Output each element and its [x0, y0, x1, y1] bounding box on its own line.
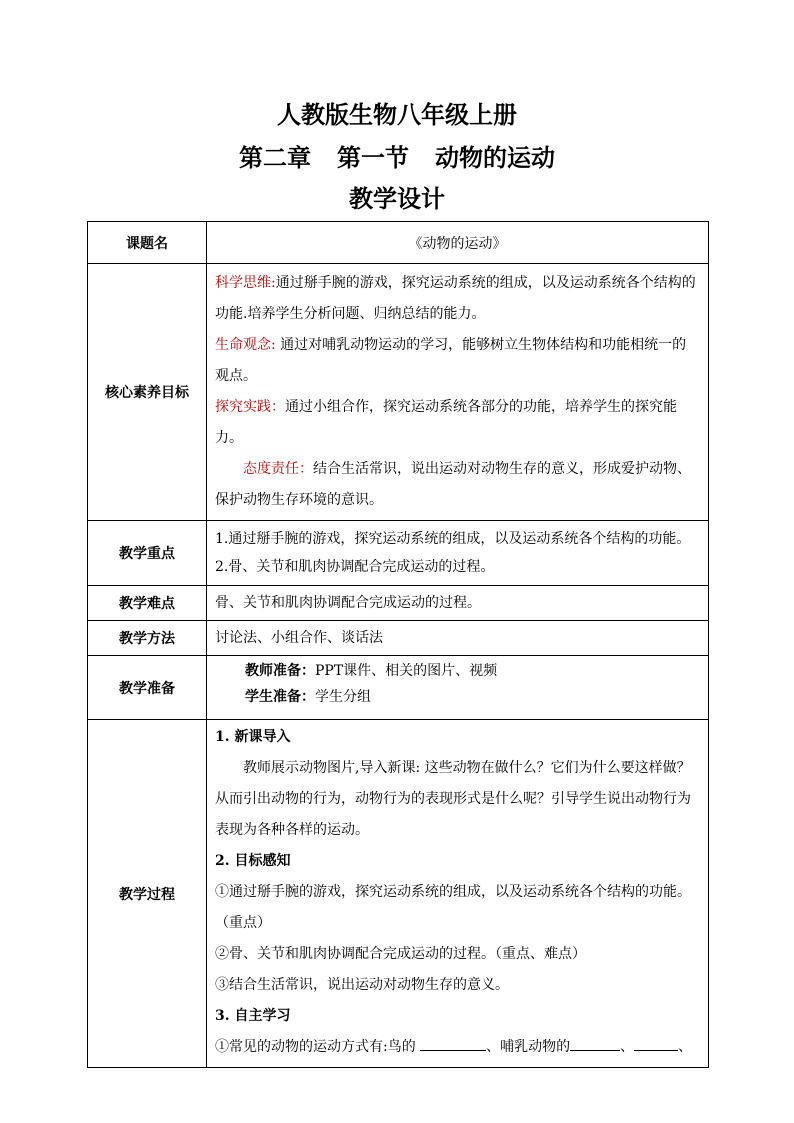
value-method: 讨论法、小组合作、谈话法	[207, 621, 709, 656]
label-process: 教学过程	[88, 720, 207, 1068]
section-number: 第一节	[337, 143, 409, 172]
row-prep	[88, 656, 709, 720]
chapter-number: 第二章	[239, 143, 311, 172]
label-core: 核心素养目标	[88, 264, 207, 521]
section-title: 2. 目标感知	[215, 853, 291, 869]
key-point-item: 2.骨、关节和肌肉协调配合完成运动的过程。	[215, 559, 495, 575]
goal-item: ②骨、关节和肌肉协调配合完成运动的过程。（重点、难点）	[215, 946, 586, 962]
answer-blank	[570, 1038, 620, 1051]
row-key-points	[88, 521, 709, 586]
answer-blank	[634, 1038, 678, 1051]
core-tag: 探究实践：	[215, 399, 285, 415]
row-process	[88, 720, 709, 1068]
question-text: 、	[678, 1039, 693, 1055]
lesson-plan-table	[87, 221, 709, 1068]
question-text: ①常见的动物的运动方式有:鸟的	[215, 1039, 416, 1055]
section-text: 教师展示动物图片,导入新课: 这些动物在做什么？它们为什么要这样做？从而引出动物的行为，动物行为的表现形式是什么呢？引导学生说出动物行为表现为各种各样的运动。	[215, 760, 691, 838]
label-difficulty: 教学难点	[88, 586, 207, 621]
student-prep-value: 学生分组	[315, 689, 371, 705]
question-text: 、	[620, 1039, 635, 1055]
fill-blank-question	[215, 1032, 700, 1063]
goal-item: ③结合生活常识，说出运动对动物生存的意义。	[215, 977, 509, 993]
chapter-title	[0, 143, 794, 173]
core-tag: 科学思维:	[215, 275, 276, 291]
doc-subtitle: 教学设计	[349, 184, 445, 213]
label-method: 教学方法	[88, 621, 207, 656]
teacher-prep-label: 教师准备：	[245, 663, 315, 679]
value-difficulty: 骨、关节和肌肉协调配合完成运动的过程。	[207, 586, 709, 621]
teacher-prep-value: PPT课件、相关的图片、视频	[315, 663, 498, 679]
core-tag: 生命观念:	[215, 337, 276, 353]
row-core	[88, 264, 709, 521]
doc-title: 人教版生物八年级上册	[277, 100, 517, 129]
core-item	[215, 392, 700, 454]
core-text: 通过对哺乳动物运动的学习，能够树立生物体结构和功能相统一的观点。	[215, 337, 687, 384]
lesson-name: 动物的运动	[435, 143, 555, 172]
label-topic: 课题名	[88, 222, 207, 264]
core-item	[215, 330, 700, 392]
row-topic	[88, 222, 709, 264]
core-text: 通过掰手腕的游戏，探究运动系统的组成，以及运动系统各个结构的功能.培养学生分析问题、归纳总结的能力。	[215, 275, 696, 322]
core-text: 通过小组合作，探究运动系统各部分的功能，培养学生的探究能力。	[215, 399, 677, 446]
row-difficulty	[88, 586, 709, 621]
section-title: 1. 新课导入	[215, 729, 291, 745]
process-content	[207, 720, 709, 1068]
answer-blank	[420, 1038, 486, 1051]
label-key-points: 教学重点	[88, 521, 207, 586]
prep-content	[207, 656, 709, 720]
student-prep-label: 学生准备：	[245, 689, 315, 705]
core-tag: 态度责任：	[243, 461, 313, 477]
value-topic: 《动物的运动》	[207, 222, 709, 264]
core-item	[215, 268, 700, 330]
question-text: 、哺乳动物的	[486, 1039, 571, 1055]
teacher-prep	[215, 658, 700, 684]
key-points	[207, 521, 709, 586]
core-item	[215, 454, 700, 516]
row-method	[88, 621, 709, 656]
core-text: 结合生活常识，说出运动对动物生存的意义，形成爱护动物、保护动物生存环境的意识。	[215, 461, 691, 508]
student-prep	[215, 684, 700, 710]
goal-item: ①通过掰手腕的游戏，探究运动系统的组成，以及运动系统各个结构的功能。（重点）	[215, 884, 691, 931]
core-goals	[207, 264, 709, 521]
label-prep: 教学准备	[88, 656, 207, 720]
section-title: 3. 自主学习	[215, 1008, 291, 1024]
key-point-item: 1.通过掰手腕的游戏，探究运动系统的组成，以及运动系统各个结构的功能。	[215, 531, 691, 547]
